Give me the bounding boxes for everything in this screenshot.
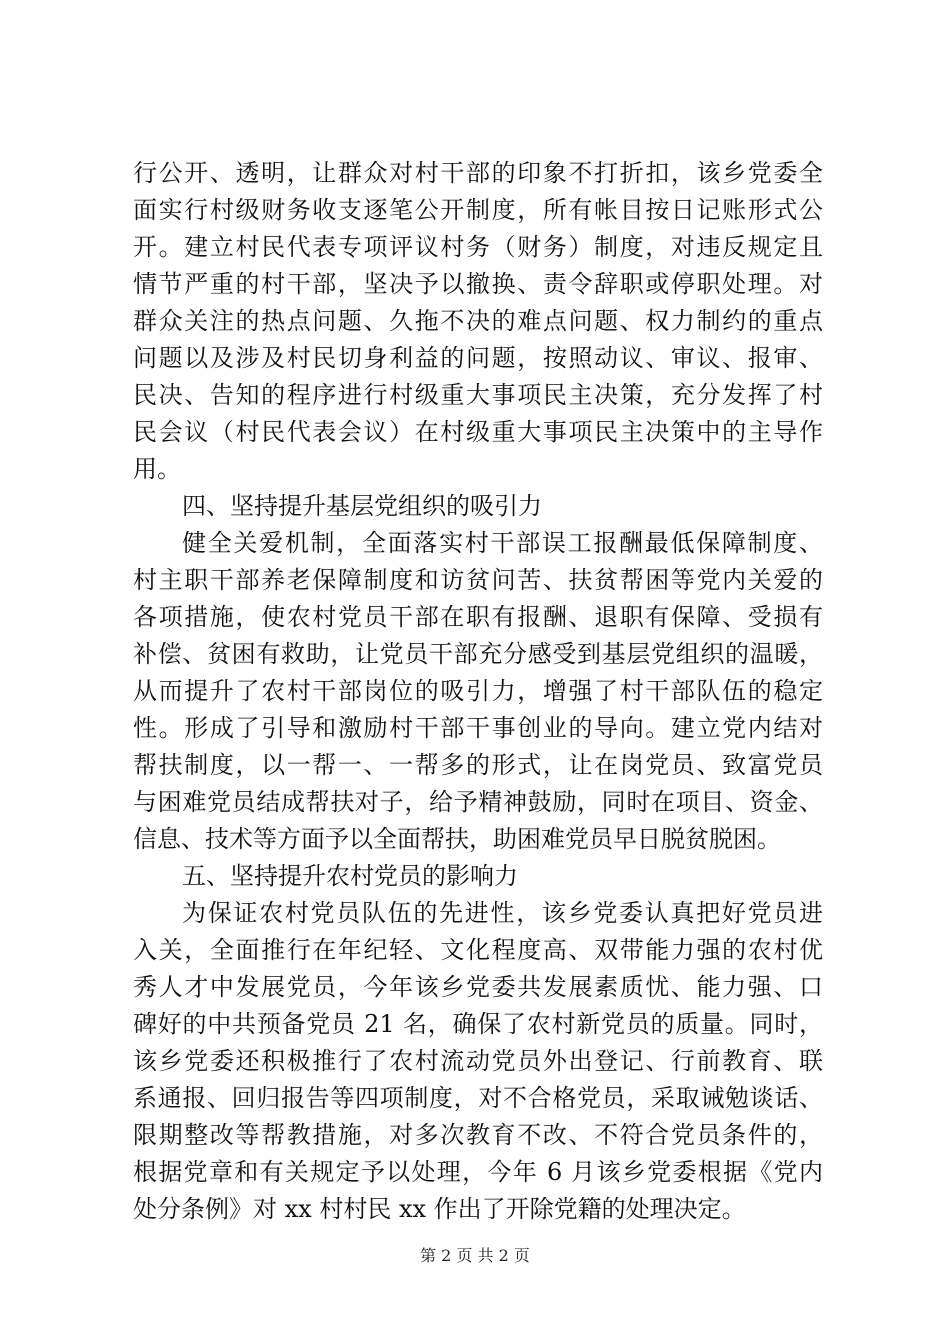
text-line: 性。形成了引导和激励村干部干事创业的导向。建立党内结对 — [133, 714, 823, 742]
text-line: 该乡党委还积极推行了农村流动党员外出登记、行前教育、联 — [133, 1047, 823, 1075]
text-line: 民决、告知的程序进行村级重大事项民主决策，充分发挥了村 — [133, 381, 823, 409]
text-line: 根据党章和有关规定予以处理，今年 6 月该乡党委根据《党内 — [133, 1158, 823, 1186]
text-line: 碑好的中共预备党员 21 名，确保了农村新党员的质量。同时， — [133, 1010, 823, 1038]
text-line: 健全关爱机制，全面落实村干部误工报酬最低保障制度、 — [182, 529, 823, 557]
text-line: 入关，全面推行在年纪轻、文化程度高、双带能力强的农村优 — [133, 936, 823, 964]
text-line: 与困难党员结成帮扶对子，给予精神鼓励，同时在项目、资金、 — [133, 788, 823, 816]
text-line: 处分条例》对 xx 村村民 xx 作出了开除党籍的处理决定。 — [133, 1195, 746, 1223]
text-line: 系通报、回归报告等四项制度，对不合格党员，采取诫勉谈话、 — [133, 1084, 823, 1112]
text-line: 问题以及涉及村民切身利益的问题，按照动议、审议、报审、 — [133, 344, 823, 372]
text-line: 限期整改等帮教措施，对多次教育不改、不符合党员条件的， — [133, 1121, 823, 1149]
text-line: 群众关注的热点问题、久拖不决的难点问题、权力制约的重点 — [133, 307, 823, 335]
text-line: 信息、技术等方面予以全面帮扶，助困难党员早日脱贫脱困。 — [133, 825, 781, 853]
text-line: 情节严重的村干部，坚决予以撤换、责令辞职或停职处理。对 — [133, 270, 823, 298]
text-line: 从而提升了农村干部岗位的吸引力，增强了村干部队伍的稳定 — [133, 677, 823, 705]
text-line: 开。建立村民代表专项评议村务（财务）制度，对违反规定且 — [133, 233, 823, 261]
text-line: 行公开、透明，让群众对村干部的印象不打折扣，该乡党委全 — [133, 159, 823, 187]
document-body — [133, 155, 823, 1228]
page-footer: 第 2 页 共 2 页 — [420, 1246, 530, 1265]
text-line: 帮扶制度，以一帮一、一帮多的形式，让在岗党员、致富党员 — [133, 751, 823, 779]
text-line: 秀人才中发展党员，今年该乡党委共发展素质忧、能力强、口 — [133, 973, 823, 1001]
text-line: 面实行村级财务收支逐笔公开制度，所有帐目按日记账形式公 — [133, 196, 823, 224]
text-line: 民会议（村民代表会议）在村级重大事项民主决策中的主导作 — [133, 418, 823, 446]
text-line: 为保证农村党员队伍的先进性，该乡党委认真把好党员进 — [182, 899, 823, 927]
text-line: 村主职干部养老保障制度和访贫问苦、扶贫帮困等党内关爱的 — [133, 566, 823, 594]
text-line: 各项措施，使农村党员干部在职有报酬、退职有保障、受损有 — [133, 603, 823, 631]
section-heading: 四、坚持提升基层党组织的吸引力 — [182, 492, 542, 520]
text-line: 补偿、贫困有救助，让党员干部充分感受到基层党组织的温暖， — [133, 640, 823, 668]
section-heading: 五、坚持提升农村党员的影响力 — [182, 862, 518, 890]
text-line: 用。 — [133, 455, 181, 483]
